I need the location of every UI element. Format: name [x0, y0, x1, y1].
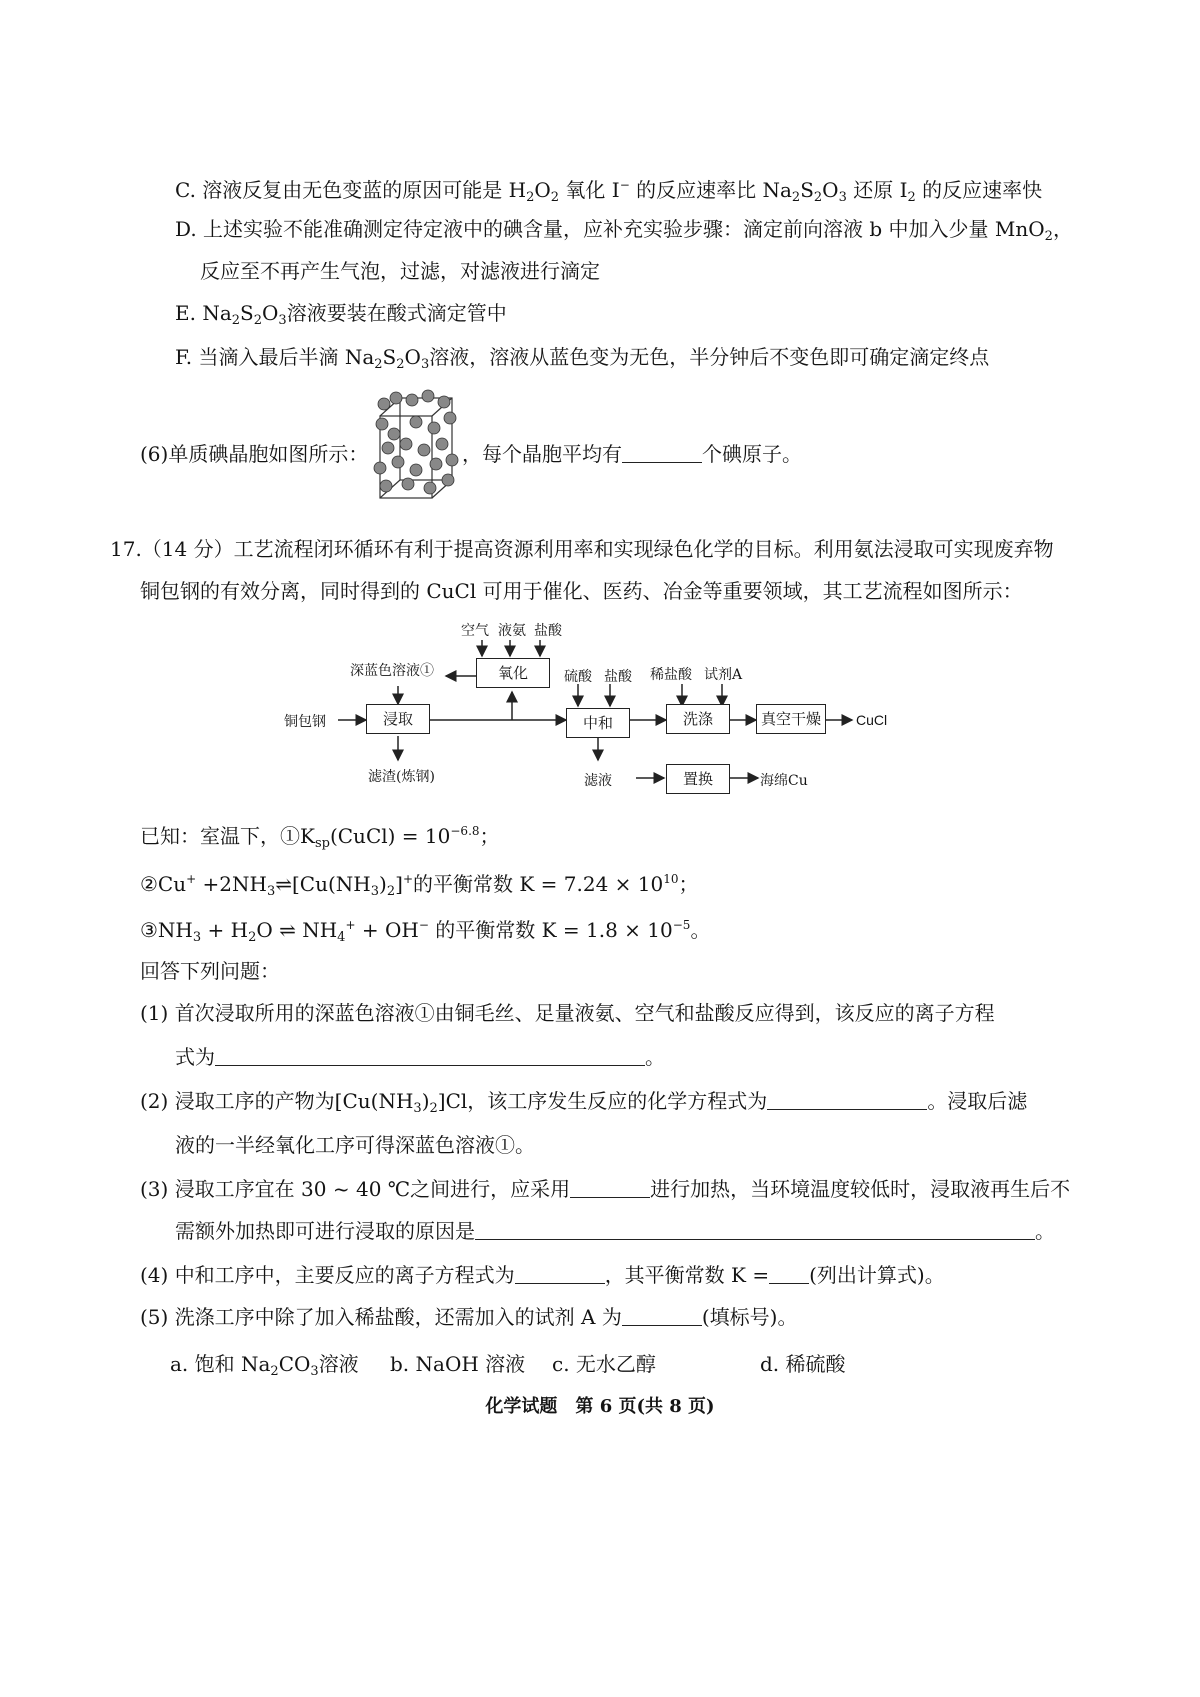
- step-neutralization: 中和: [566, 708, 630, 738]
- choice-c: c. 无水乙醇: [552, 1352, 656, 1376]
- label-air: 空气: [461, 623, 489, 639]
- part6-suffix: ，每个晶胞平均有 个碘原子。: [462, 442, 802, 466]
- step-replacement: 置换: [666, 764, 730, 794]
- answer-blank[interactable]: [515, 1265, 605, 1284]
- part2-line2: 液的一半经氧化工序可得深蓝色溶液①。: [175, 1133, 535, 1157]
- q17-intro-line2: 铜包钢的有效分离，同时得到的 CuCl 可用于催化、医药、冶金等重要领域，其工艺流程如图所示：: [140, 579, 1023, 603]
- answer-blank[interactable]: [215, 1047, 645, 1066]
- option-f: F. 当滴入最后半滴 $Na_2S_2O_3$溶液，溶液从蓝色变为无色，半分钟后不变色即可确定滴定终点: [175, 345, 990, 372]
- step-vacuum-drying: 真空干燥: [756, 704, 826, 734]
- label-deep-blue-solution: 深蓝色溶液①: [350, 663, 434, 679]
- answer-blank[interactable]: [769, 1265, 809, 1284]
- label-residue: 滤渣(炼钢): [368, 769, 435, 785]
- choice-d: d. 稀硫酸: [760, 1352, 846, 1376]
- choice-a: a. 饱和 $Na_2CO_3$溶液: [170, 1352, 359, 1379]
- part4: (4) 中和工序中，主要反应的离子方程式为 ，其平衡常数 K = (列出计算式)。: [140, 1263, 945, 1287]
- option-d-line2: 反应至不再产生气泡，过滤，对滤液进行滴定: [200, 259, 600, 283]
- part1-line2: 式为 。: [175, 1045, 665, 1069]
- label-liquid-ammonia: 液氨: [498, 623, 526, 639]
- label-hcl-mid: 盐酸: [604, 669, 632, 685]
- part3-line2: 需额外加热即可进行浸取的原因是 。: [175, 1219, 1055, 1243]
- part6-prefix: (6)单质碘晶胞如图所示：: [140, 442, 369, 466]
- step-washing: 洗涤: [666, 704, 730, 734]
- label-reagent-a: 试剂A: [704, 667, 743, 683]
- step-leaching: 浸取: [366, 704, 430, 734]
- choice-b: b. NaOH 溶液: [390, 1352, 526, 1376]
- part5: (5) 洗涤工序中除了加入稀盐酸，还需加入的试剂 A 为 (填标号)。: [140, 1305, 798, 1329]
- answer-prompt: 回答下列问题：: [140, 959, 280, 983]
- q17-intro-line1: 17.（14 分）工艺流程闭环循环有利于提高资源利用率和实现绿色化学的目标。利用氨法浸取可实现废弃物: [110, 537, 1054, 561]
- answer-blank[interactable]: [622, 1307, 702, 1326]
- label-sulfuric-acid: 硫酸: [564, 669, 592, 685]
- answer-blank[interactable]: [570, 1179, 650, 1198]
- label-copper-clad-steel: 铜包钢: [284, 714, 326, 730]
- answer-blank[interactable]: [475, 1221, 1035, 1240]
- part3-line1: (3) 浸取工序宜在 30 ~ 40 ℃之间进行，应采用 进行加热，当环境温度较低时，浸取液再生后不: [140, 1177, 1071, 1201]
- label-sponge-cu: 海绵Cu: [760, 773, 808, 789]
- known-complex-k: ②Cu+ $+2NH_3\rightleftharpoons[Cu(NH_3)_2]^+$的平衡常数 $K = 7.24 \times 10^{10}$；: [140, 872, 699, 899]
- option-e: E. $Na_2S_2O_3$溶液要装在酸式滴定管中: [175, 301, 507, 328]
- part2-line1: (2) 浸取工序的产物为$[Cu(NH_3)_2]Cl$，该工序发生反应的化学方程式为 。浸取后滤: [140, 1089, 1028, 1116]
- label-product-cucl: CuCl: [856, 712, 888, 728]
- known-ammonia-k: $③NH_3 + H_2O$ ⇌ $NH_4^+ + OH^-$ 的平衡常数 $K = 1.8 \times 10^{-5}$。: [140, 918, 711, 945]
- known-ksp: 已知：室温下，$①K_{sp}(CuCl) = 10^{-6.8}$；: [140, 824, 500, 851]
- option-d-line1: D. 上述实验不能准确测定待定液中的碘含量，应补充实验步骤：滴定前向溶液 b 中加入少量 MnO$_2$，: [175, 217, 1073, 244]
- process-flow-arrows: [0, 0, 1200, 820]
- answer-blank[interactable]: [767, 1091, 927, 1110]
- option-c: C. 溶液反复由无色变蓝的原因可能是 $H_2O_2$ 氧化 I− 的反应速率比 $Na_2S_2O_3$ 还原 $I_2$ 的反应速率快: [175, 178, 1043, 205]
- label-dilute-hcl: 稀盐酸: [650, 667, 692, 683]
- label-filtrate: 滤液: [584, 773, 612, 789]
- step-oxidation: 氧化: [476, 658, 550, 688]
- label-hcl-top: 盐酸: [534, 623, 562, 639]
- part1-line1: (1) 首次浸取所用的深蓝色溶液①由铜毛丝、足量液氨、空气和盐酸反应得到，该反应的离子方程: [140, 1001, 995, 1025]
- page-footer: 化学试题 第 6 页(共 8 页): [485, 1396, 715, 1417]
